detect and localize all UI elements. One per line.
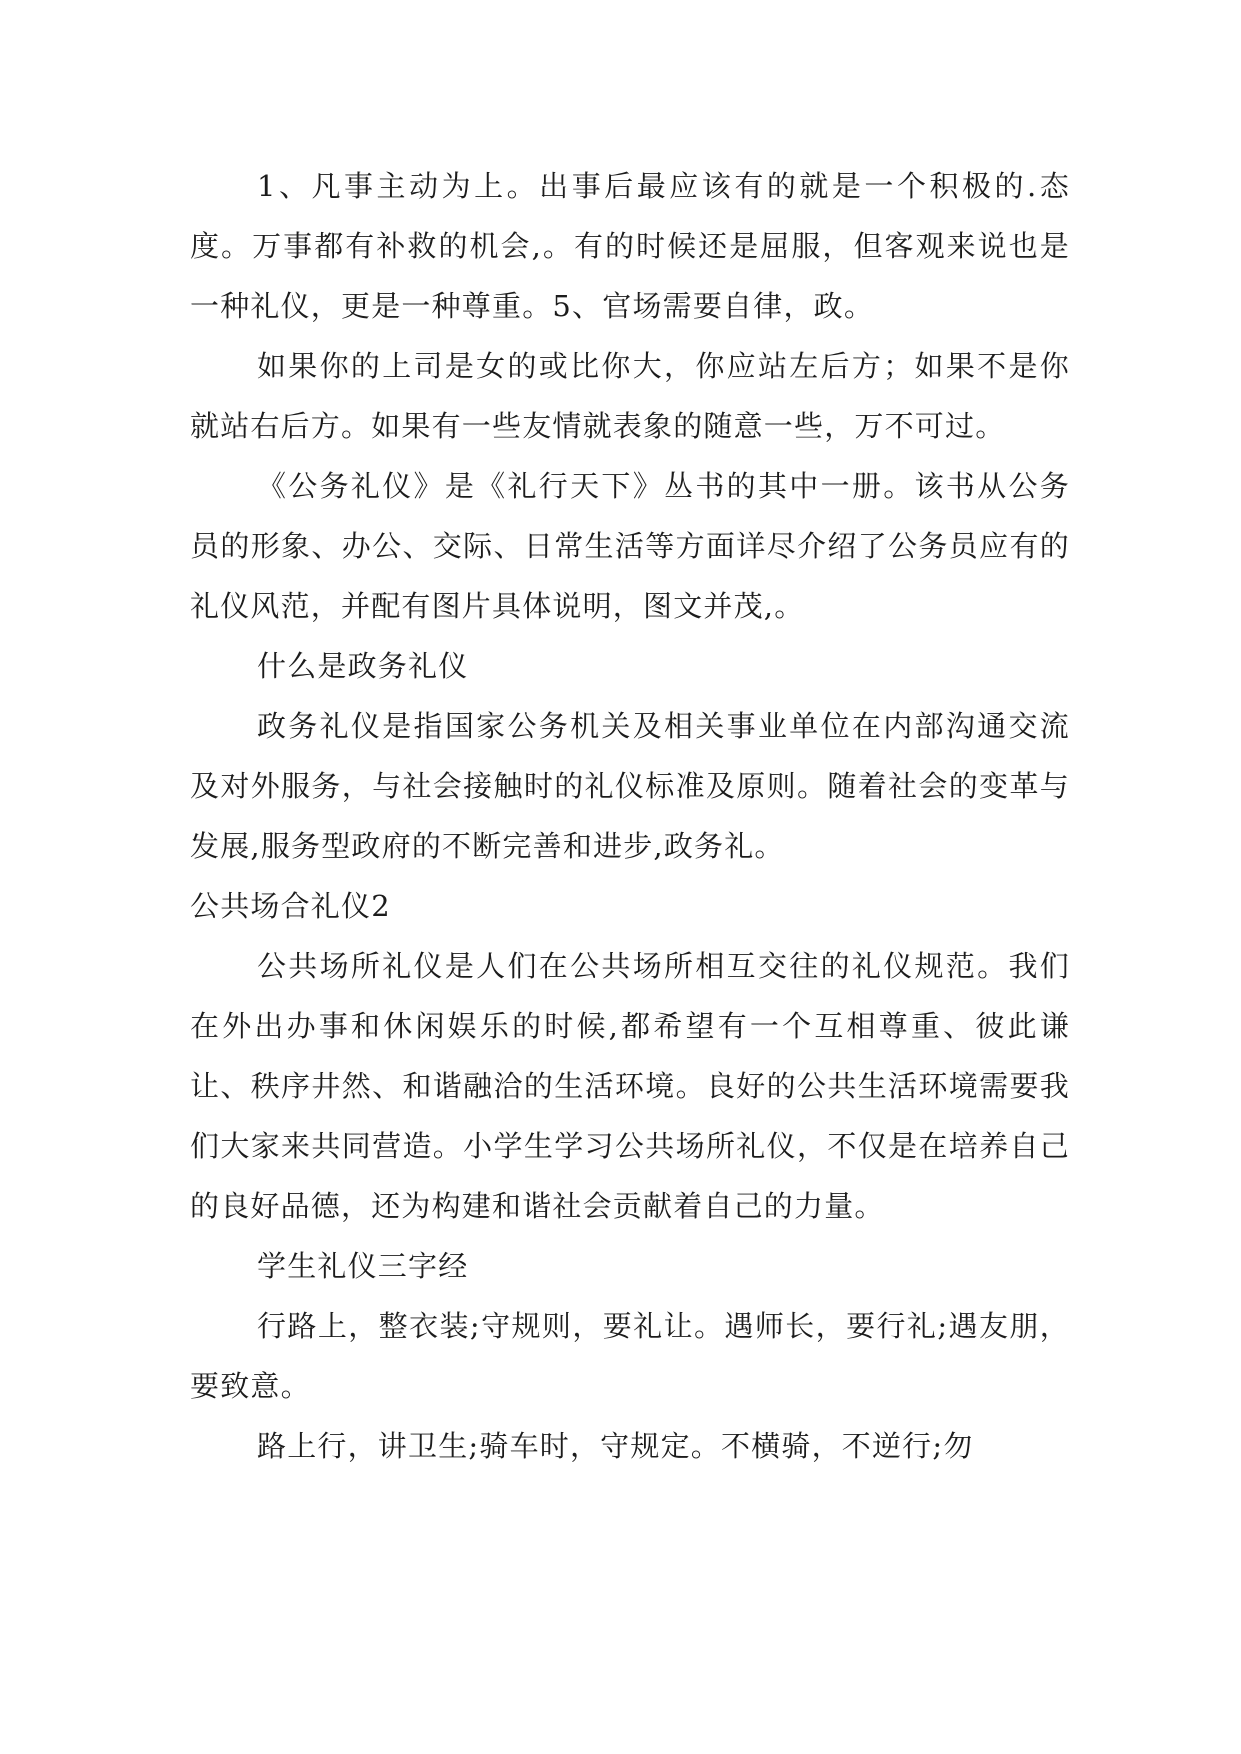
paragraph-standing-position: 如果你的上司是女的或比你大，你应站左后方；如果不是你就站右后方。如果有一些友情就表象的随意一些，万不可过。: [190, 349, 1070, 443]
paragraph-cycling-rules: 路上行，讲卫生;骑车时，守规定。不横骑，不逆行;勿: [257, 1429, 974, 1463]
document-body: [190, 156, 1070, 1476]
paragraph-public-etiquette: 公共场所礼仪是人们在公共场所相互交往的礼仪规范。我们在外出办事和休闲娱乐的时候,都希望有一个互相尊重、彼此谦让、秩序井然、和谐融洽的生活环境。良好的公共生活环境需要我们大家来共同营造。小学生学习公共场所礼仪，不仅是在培养自己的良好品德，还为构建和谐社会贡献着自己的力量。: [190, 949, 1070, 1223]
heading-student-etiquette: 学生礼仪三字经: [257, 1249, 469, 1283]
paragraph-book-intro: 《公务礼仪》是《礼行天下》丛书的其中一册。该书从公务员的形象、办公、交际、日常生活等方面详尽介绍了公务员应有的礼仪风范，并配有图片具体说明，图文并茂,。: [190, 469, 1070, 623]
paragraph-proactive-attitude: 1、凡事主动为上。出事后最应该有的就是一个积极的.态度。万事都有补救的机会,。有的时候还是屈服，但客观来说也是一种礼仪，更是一种尊重。5、官场需要自律，政。: [190, 169, 1070, 323]
heading-public-etiquette: 公共场合礼仪2: [190, 889, 391, 923]
paragraph-government-etiquette: 政务礼仪是指国家公务机关及相关事业单位在内部沟通交流及对外服务，与社会接触时的礼仪标准及原则。随着社会的变革与发展,服务型政府的不断完善和进步,政务礼。: [190, 709, 1070, 863]
heading-government-etiquette: 什么是政务礼仪: [257, 649, 469, 683]
paragraph-walking-rules: 行路上，整衣装;守规则，要礼让。遇师长，要行礼;遇友朋，要致意。: [190, 1309, 1070, 1403]
